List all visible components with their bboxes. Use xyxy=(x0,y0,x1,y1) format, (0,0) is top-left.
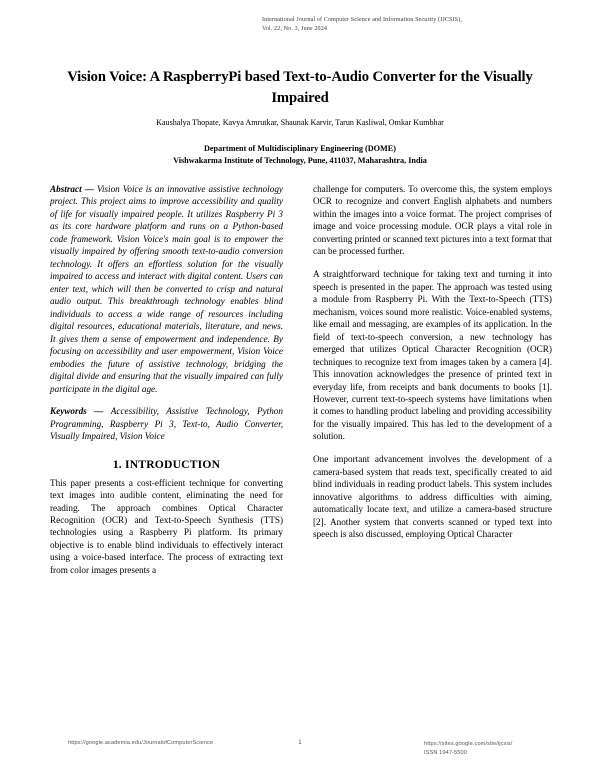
abstract-paragraph xyxy=(50,183,283,395)
left-column xyxy=(50,183,283,576)
journal-running-header xyxy=(262,16,562,35)
abstract-text: Vision Voice is an innovative assistive technology project. This project aims to improve accessibility and quality of life for visually impaired people. It utilizes Raspberry Pi 3 as its core hardware platform and runs on a Python-based code framework. Vision Voice's main goal is to empower the visually impaired by offering smooth text-to-audio conversion technology. It offers an effortless solution for the visually impaired to access and interact with digital content. Users can enter text, which will then be converted to crisp and natural audio output. This breakthrough technology enables blind individuals to access a wide range of resources including digital resources, educational materials, literature, and news. It gives them a sense of empowerment and independence. By focusing on accessibility and user empowerment, Vision Voice embodies the future of assistive technology, bridging the digital divide and ensuring that the visually impaired can fully participate in the digital age. xyxy=(50,184,283,394)
footer-issn: ISSN 1947-5500 xyxy=(424,750,467,757)
author-list: Kaushalya Thopate, Kavya Amrutkar, Shaunak Karvir, Tarun Kasliwal, Omkar Kumbhar xyxy=(156,118,444,127)
page-footer xyxy=(0,738,600,768)
keywords-label: Keywords — xyxy=(50,406,111,417)
affiliation-institute: Vishwakarma Institute of Technology, Pune, 411037, Maharashtra, India xyxy=(173,156,427,166)
affiliation-department: Department of Multidisciplinary Engineering (DOME) xyxy=(204,144,396,153)
footer-left-url[interactable]: https://google.academia.edu/JournalofComputerScience xyxy=(68,740,214,746)
introduction-paragraph-1-right: challenge for computers. To overcome this, the system employs OCR to recognize and convert English alphabets and numbers within the images into a voice format. The project comprises of image and voice processing module. OCR plays a vital role in converting printed or scanned text pictures into a text format that can be processed further. xyxy=(313,184,552,257)
affiliation-block xyxy=(52,143,548,168)
introduction-paragraph-2: A straightforward technique for taking text and turning it into speech is presented in the paper. The approach was tested using a module from Raspberry Pi. With the Text-to-Speech (TTS) mechanism, voices sound more realistic. Voice-enabled systems, like email and messaging, are examples of its application. In the field of text-to-speech conversion, a new technology has emerged that utilizes Optical Character Recognition (OCR) techniques to recognize text from images taken by a camera [4]. This innovation acknowledges the presence of printed text in everyday life, from receipts and bank documents to books [1]. However, current text-to-speech systems have limitations when it comes to handling product labeling and providing accessibility for the visually impaired. This has led to the development of a solution. xyxy=(313,269,552,442)
introduction-paragraph-3: One important advancement involves the development of a camera-based system that reads text, specifically created to aid blind individuals in reading product labels. This system includes innovative algorithms to address difficulties with aiming, automatically locate text, and utilize a camera-based structure [2]. Another system that converts scanned or typed text into speech is also discussed, employing Optical Character xyxy=(313,454,552,540)
keywords-text: Accessibility, Assistive Technology, Python Programming, Raspberry Pi 3, Text-to, Audio Converter, Visually Impaired, Vision Voice xyxy=(50,406,283,442)
introduction-paragraph-1-left: This paper presents a cost-efficient technique for converting text images into audible content, eliminating the need for reading. The approach combines Optical Character Recognition (OCR) and Text-to-Speech Synthesis (TTS) technologies using a Raspberry Pi platform. Its primary objective is to enable blind individuals to effectively interact using a voice-based interface. The process of extracting text from color images presents a xyxy=(50,477,283,575)
section-heading-introduction: 1. INTRODUCTION xyxy=(112,457,221,471)
keywords-paragraph xyxy=(50,405,283,442)
footer-right-block xyxy=(424,740,512,758)
footer-right-url[interactable]: https://sites.google.com/site/ijcsis/ xyxy=(424,741,513,747)
right-column xyxy=(313,183,552,551)
abstract-label: Abstract — xyxy=(50,184,97,194)
footer-page-number: 1 xyxy=(298,740,302,746)
page-title: Vision Voice: A RaspberryPi based Text-to-Audio Converter for the Visually Impaired xyxy=(67,69,533,107)
journal-header-line-1: International Journal of Computer Science and Information Security (IJCSIS), xyxy=(262,17,462,23)
journal-header-line-2: Vol. 22, No. 3, June 2024 xyxy=(262,26,328,33)
